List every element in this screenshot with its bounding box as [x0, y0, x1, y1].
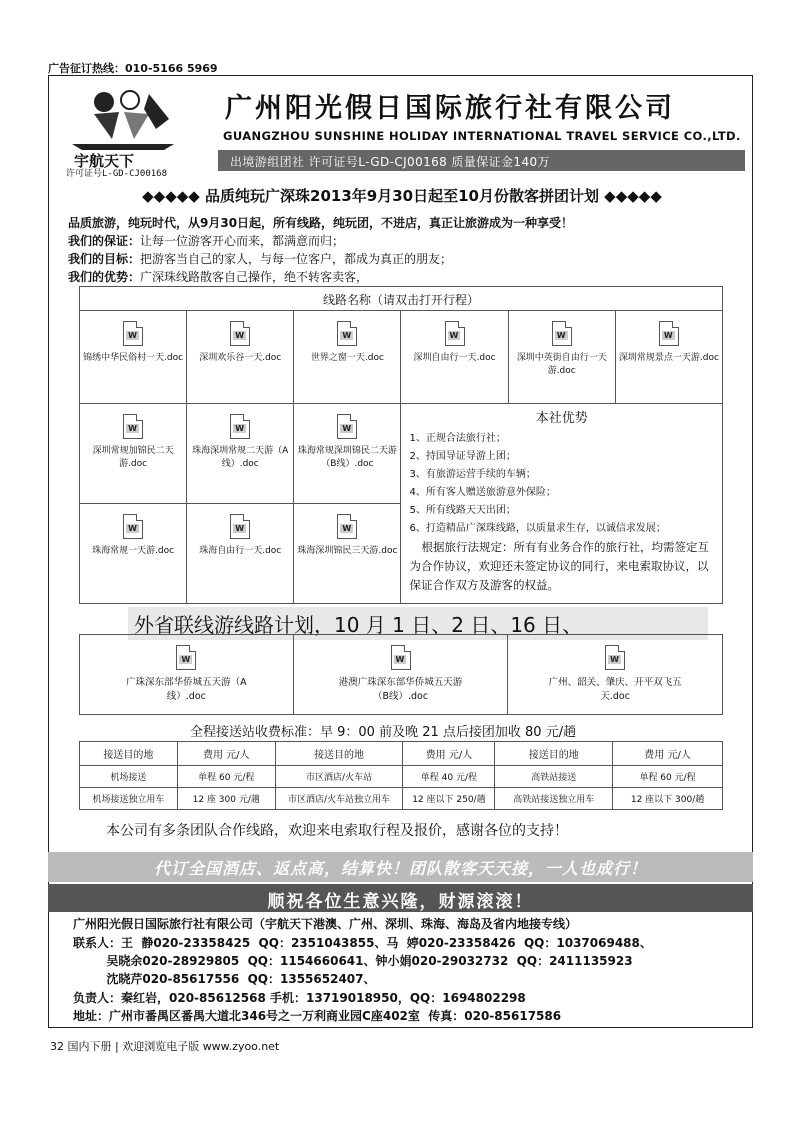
address-line: 地址：广州市番禺区番禺大道北346号之一万利商业园C座402室 传真：020-85617586 — [73, 1009, 562, 1023]
route-file[interactable]: W 深圳欢乐谷一天.doc — [187, 311, 294, 404]
advantages-box — [401, 404, 723, 604]
guarantee-line: 我们的保证：让每一位游客开心而来，都满意而归； — [68, 234, 345, 248]
fee-cell: 12 座以下 300/趟 — [613, 788, 723, 810]
contact-line: 沈晓芹020-85617556 QQ：1355652407、 — [73, 972, 376, 986]
fee-title: 全程接送站收费标准：早 9：00 前及晚 21 点后接团加收 80 元/趟 — [190, 725, 577, 740]
fee-header: 费用 元/人 — [403, 742, 495, 766]
word-doc-icon — [337, 514, 357, 539]
route-file[interactable]: W 珠海深圳锦民三天游.doc — [294, 504, 401, 604]
word-doc-icon — [552, 321, 572, 346]
fee-cell: 高铁站接送独立用车 — [495, 788, 613, 810]
route-file[interactable]: W 珠海自由行一天.doc — [187, 504, 294, 604]
company-name-en: GUANGZHOU SUNSHINE HOLIDAY INTERNATIONAL TRAVEL SERVICE CO.,LTD. — [223, 129, 741, 143]
fee-cell: 单程 60 元/程 — [613, 766, 723, 788]
fee-cell: 机场接送独立用车 — [80, 788, 178, 810]
word-doc-icon — [659, 321, 679, 346]
advantage-item: 4、所有客人赠送旅游意外保险； — [409, 487, 556, 498]
advantage-item: 1、正规合法旅行社； — [409, 433, 506, 444]
route-file[interactable]: W 广珠深东部华侨城五天游（A线）.doc — [80, 635, 294, 715]
route-file[interactable]: W 锦绣中华民俗村一天.doc — [80, 311, 187, 404]
table-row — [80, 766, 723, 788]
fee-header: 费用 元/人 — [177, 742, 275, 766]
route-file[interactable]: W 深圳中英街自由行一天游.doc — [508, 311, 615, 404]
word-doc-icon — [123, 514, 143, 539]
province-plan-title: 外省联线游线路计划，10 月 1 日、2 日、16 日、 — [128, 607, 708, 640]
word-doc-icon — [337, 321, 357, 346]
fee-cell: 12 座以下 250/趟 — [403, 788, 495, 810]
contact-line: 吴晓余020-28929805 QQ：1154660641、钟小娟020-29032732 QQ：2411135923 — [73, 954, 633, 968]
fee-header: 接送目的地 — [275, 742, 403, 766]
contact-line: 联系人：王 静020-23358425 QQ：2351043855、马 婷020-23358426 QQ：1037069488、 — [73, 936, 652, 950]
cooperation-note: 本公司有多条团队合作线路，欢迎来电索取行程及报价，感谢各位的支持！ — [106, 823, 568, 839]
province-routes-table — [79, 634, 723, 715]
logo-license: 许可证号L-GD-CJ00168 — [66, 169, 168, 179]
advantage-item: 5、所有线路天天出团； — [409, 505, 516, 516]
manager-line: 负责人：秦红岩，020-85612568 手机：13719018950，QQ：1694802298 — [73, 991, 526, 1005]
route-file[interactable]: W 深圳自由行一天.doc — [401, 311, 508, 404]
law-note: 根据旅行法规定：所有有业务合作的旅行社，均需签定互为合作协议，欢迎还未签定协议的同行，来电索取协议，以保证合作双方及游客的权益。 — [409, 540, 709, 592]
route-file[interactable]: W 广州、韶关、肇庆、开平双飞五天.doc — [508, 635, 723, 715]
goal-line: 我们的目标：把游客当自己的家人，与每一位客户，都成为真正的朋友； — [68, 252, 453, 266]
fee-cell: 市区酒店/火车站独立用车 — [275, 788, 403, 810]
logo-text: 宇航天下 — [74, 152, 135, 170]
fee-header: 费用 元/人 — [613, 742, 723, 766]
slogan: 品质旅游，纯玩时代，从9月30日起，所有线路，纯玩团，不进店，真正让旅游成为一种享受！ — [68, 216, 574, 230]
routes-table — [79, 286, 723, 604]
word-doc-icon — [230, 321, 250, 346]
route-file[interactable]: W 珠海深圳常规二天游（A线）.doc — [187, 404, 294, 504]
advantages-title: 本社优势 — [535, 411, 588, 426]
word-doc-icon — [605, 645, 625, 670]
plan-title: ◆◆◆◆◆ 品质纯玩广深珠2013年9月30日起至10月份散客拼团计划 ◆◆◆◆◆ — [142, 187, 662, 205]
advantage-item: 6、打造精品广深珠线路，以质量求生存，以诚信求发展； — [409, 523, 666, 534]
license-bar: 出境游组团社 许可证号L-GD-CJ00168 质量保证金140万 — [218, 150, 745, 171]
fee-table — [79, 741, 723, 810]
ad-hotline: 广告征订热线：010-5166 5969 — [48, 62, 218, 75]
route-file[interactable]: W 珠海常规深圳锦民二天游（B线）.doc — [294, 404, 401, 504]
advantage-line: 我们的优势：广深珠线路散客自己操作，绝不转客卖客， — [68, 270, 369, 284]
hotel-booking-banner: 代订全国酒店、返点高，结算快！团队散客天天接，一人也成行！ — [48, 852, 753, 882]
advantage-item: 3、有旅游运营手续的车辆； — [409, 469, 536, 480]
word-doc-icon — [123, 321, 143, 346]
route-file[interactable]: W 珠海常规一天游.doc — [80, 504, 187, 604]
page-footer: 32 国内下册 | 欢迎浏览电子版 www.zyoo.net — [50, 1040, 280, 1053]
word-doc-icon — [391, 645, 411, 670]
word-doc-icon — [230, 514, 250, 539]
word-doc-icon — [123, 414, 143, 439]
routes-header: 线路名称（请双击打开行程） — [80, 287, 723, 311]
word-doc-icon — [176, 645, 196, 670]
greeting-banner: 顺祝各位生意兴隆，财源滚滚！ — [48, 884, 753, 912]
route-file[interactable]: W 世界之窗一天.doc — [294, 311, 401, 404]
fee-cell: 单程 40 元/程 — [403, 766, 495, 788]
fee-cell: 单程 60 元/程 — [177, 766, 275, 788]
fee-cell: 机场接送 — [80, 766, 178, 788]
contact-company: 广州阳光假日国际旅行社有限公司（宇航天下港澳、广州、深圳、珠海、海岛及省内地接专线） — [73, 917, 578, 931]
company-name: 广州阳光假日国际旅行社有限公司 — [225, 93, 675, 124]
word-doc-icon — [445, 321, 465, 346]
route-file[interactable]: W 深圳常规加锦民二天游.doc — [80, 404, 187, 504]
fee-header: 接送目的地 — [80, 742, 178, 766]
route-file[interactable]: W 深圳常规景点一天游.doc — [615, 311, 722, 404]
word-doc-icon — [230, 414, 250, 439]
advantage-item: 2、持国导证导游上团； — [409, 451, 516, 462]
fee-cell: 市区酒店/火车站 — [275, 766, 403, 788]
fee-cell: 高铁站接送 — [495, 766, 613, 788]
word-doc-icon — [337, 414, 357, 439]
route-file[interactable]: W 港澳广珠深东部华侨城五天游（B线）.doc — [293, 635, 508, 715]
table-row — [80, 788, 723, 810]
fee-header: 接送目的地 — [495, 742, 613, 766]
fee-cell: 12 座 300 元/趟 — [177, 788, 275, 810]
